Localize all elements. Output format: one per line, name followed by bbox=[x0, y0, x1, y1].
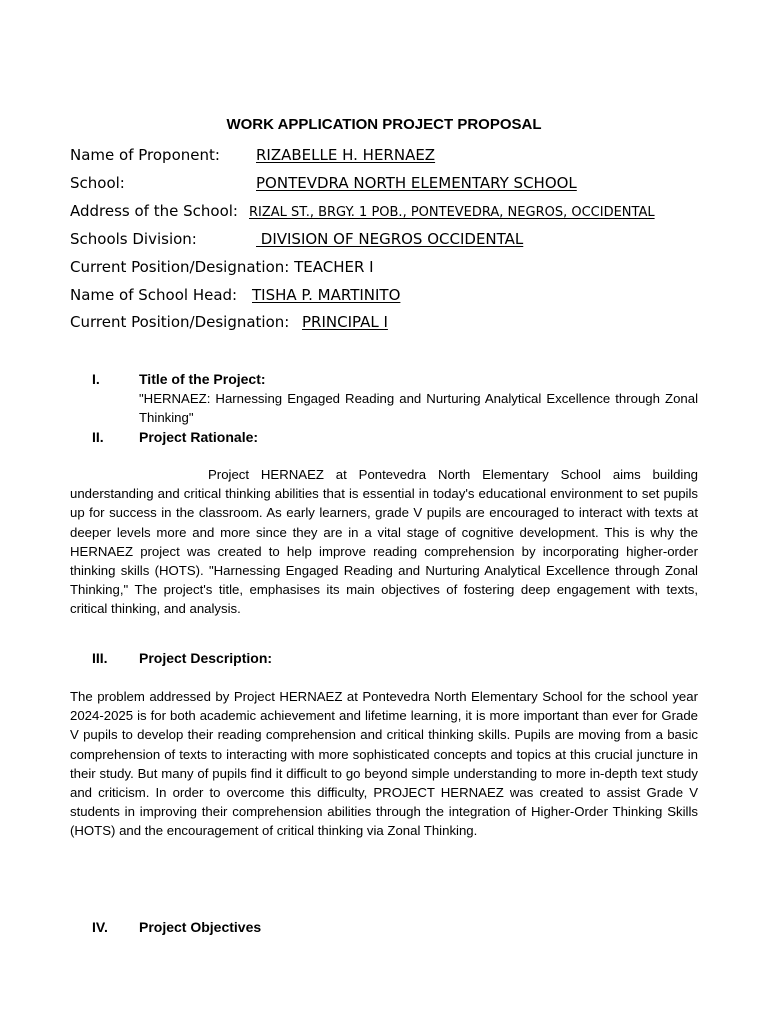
section-number: III. bbox=[92, 650, 108, 666]
division-value: DIVISION OF NEGROS OCCIDENTAL bbox=[256, 230, 524, 248]
proponent-value: RIZABELLE H. HERNAEZ bbox=[256, 146, 436, 164]
address-field bbox=[70, 201, 655, 221]
rationale-paragraph: Project HERNAEZ at Pontevedra North Elementary School aims building understanding and critical thinking abilities that is essential in today's educational environment to set pupils up for success in the classroom. As early learners, grade V pupils are encouraged to interact with texts at deeper levels more and more since they are in a vital stage of cognitive development. This is why the HERNAEZ project was created to help improve reading comprehension by incorporating higher-order thinking skills (HOTS). "Harnessing Engaged Reading and Nurturing Analytical Excellence through Zonal Thinking," The project's title, emphasises its main objectives of fostering deep engagement with texts, critical thinking, and analysis. bbox=[70, 467, 698, 617]
address-value: RIZAL ST., BRGY. 1 POB., PONTEVEDRA, NEGROS, OCCIDENTAL bbox=[249, 205, 655, 220]
section-label: Title of the Project: bbox=[139, 371, 266, 387]
proponent-label: Name of Proponent: bbox=[70, 146, 220, 164]
school-head-field bbox=[70, 285, 401, 305]
division-label: Schools Division: bbox=[70, 230, 197, 248]
division-field bbox=[70, 229, 524, 249]
section-label: Project Objectives bbox=[139, 919, 262, 935]
section-number: I. bbox=[92, 371, 100, 387]
section-number: IV. bbox=[92, 919, 108, 935]
description-paragraph: The problem addressed by Project HERNAEZ at Pontevedra North Elementary School for the school year 2024-2025 is for both academic achievement and lifetime learning, it is more important than ever for Grade V pupils to develop their reading comprehension and critical thinking skills. Pupils are moving from a basic comprehension of texts to interacting with more sophisticated concepts and topics at this crucial juncture in their study. But many of pupils find it difficult to go beyond simple understanding to more in-depth text study and criticism. In order to overcome this difficulty, PROJECT HERNAEZ was created to assist Grade V students in improving their comprehension abilities through the integration of Higher-Order Thinking Skills (HOTS) and the encouragement of critical thinking via Zonal Thinking. bbox=[70, 689, 698, 839]
school-field bbox=[70, 173, 577, 193]
project-title-text: "HERNAEZ: Harnessing Engaged Reading and Nurturing Analytical Excellence through Zonal Thinking" bbox=[139, 391, 698, 425]
section-label: Project Rationale: bbox=[139, 429, 259, 445]
section-number: II. bbox=[92, 429, 104, 445]
head-position-field bbox=[70, 312, 388, 332]
position-field bbox=[70, 257, 374, 277]
school-head-label: Name of School Head: bbox=[70, 286, 238, 304]
head-position-label: Current Position/Designation: bbox=[70, 313, 290, 331]
section-label: Project Description: bbox=[139, 650, 273, 666]
school-head-value: TISHA P. MARTINITO bbox=[252, 286, 401, 304]
document-title: WORK APPLICATION PROJECT PROPOSAL bbox=[226, 116, 542, 133]
school-label: School: bbox=[70, 174, 125, 192]
position-label: Current Position/Designation: TEACHER I bbox=[70, 258, 374, 276]
head-position-value: PRINCIPAL I bbox=[302, 313, 388, 331]
address-label: Address of the School: bbox=[70, 202, 238, 220]
school-value: PONTEVDRA NORTH ELEMENTARY SCHOOL bbox=[256, 174, 577, 192]
proponent-field bbox=[70, 145, 436, 165]
